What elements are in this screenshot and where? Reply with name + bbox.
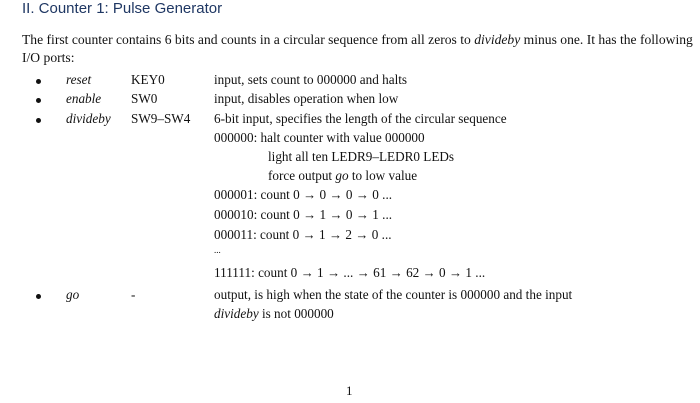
intro-text-1: The first counter contains 6 bits and counts in a circular sequence from all zeros to — [22, 32, 475, 47]
port-pin-enable: SW0 — [131, 91, 158, 106]
sequence-text: count 0 → 1 → 0 → 1 ... — [260, 207, 393, 222]
intro-paragraph — [22, 31, 694, 66]
sequence-text: count 0 → 0 → 0 → 0 ... — [260, 187, 393, 202]
port-desc-enable: input, disables operation when low — [214, 91, 399, 106]
sequence-text: count 0 → 1 → 2 → 0 ... — [260, 227, 392, 242]
intro-term: divideby — [474, 32, 521, 47]
sequence-code: 111111: — [214, 265, 255, 280]
port-pin-divideby: SW9–SW4 — [131, 111, 191, 126]
intro-text-2: minus one. It has the following I/O ports: — [22, 32, 693, 65]
page-number: 1 — [346, 383, 353, 398]
port-pin-reset: KEY0 — [131, 72, 165, 87]
sequence-code: 000001: — [214, 187, 258, 202]
sequence-row-last — [214, 265, 485, 281]
port-desc-reset: input, sets count to 000000 and halts — [214, 72, 408, 87]
port-name-reset: reset — [66, 72, 92, 87]
port-desc-go-2 — [214, 306, 334, 322]
bullet-reset — [36, 79, 41, 84]
sequence-row — [214, 187, 392, 203]
halt-line-3-term: go — [335, 168, 349, 183]
sequence-text: count 0 → 1 → ... → 61 → 62 → 0 → 1 ... — [258, 265, 486, 280]
go-desc-term: divideby — [214, 306, 259, 321]
go-desc-rest: is not 000000 — [258, 306, 334, 321]
sequence-row — [214, 227, 392, 243]
bullet-divideby — [36, 118, 41, 123]
halt-line-2: light all ten LEDR9–LEDR0 LEDs — [268, 149, 455, 164]
section-heading: II. Counter 1: Pulse Generator — [22, 0, 223, 17]
port-desc-divideby: 6-bit input, specifies the length of the circular sequence — [214, 111, 507, 126]
sequence-code: 000011: — [214, 227, 257, 242]
halt-line-3 — [268, 168, 417, 184]
sequence-row — [214, 207, 392, 223]
halt-line-3-b: to low value — [348, 168, 418, 183]
port-pin-go: - — [131, 287, 136, 302]
bullet-enable — [36, 98, 41, 103]
halt-line-1: 000000: halt counter with value 000000 — [214, 130, 425, 145]
port-desc-go: output, is high when the state of the counter is 000000 and the input — [214, 287, 573, 302]
sequence-code: 000010: — [214, 207, 258, 222]
ellipsis: ... — [214, 245, 221, 255]
halt-line-3-a: force output — [268, 168, 336, 183]
port-name-go: go — [66, 287, 80, 302]
bullet-go — [36, 294, 41, 299]
port-name-enable: enable — [66, 91, 102, 106]
port-name-divideby: divideby — [66, 111, 111, 126]
